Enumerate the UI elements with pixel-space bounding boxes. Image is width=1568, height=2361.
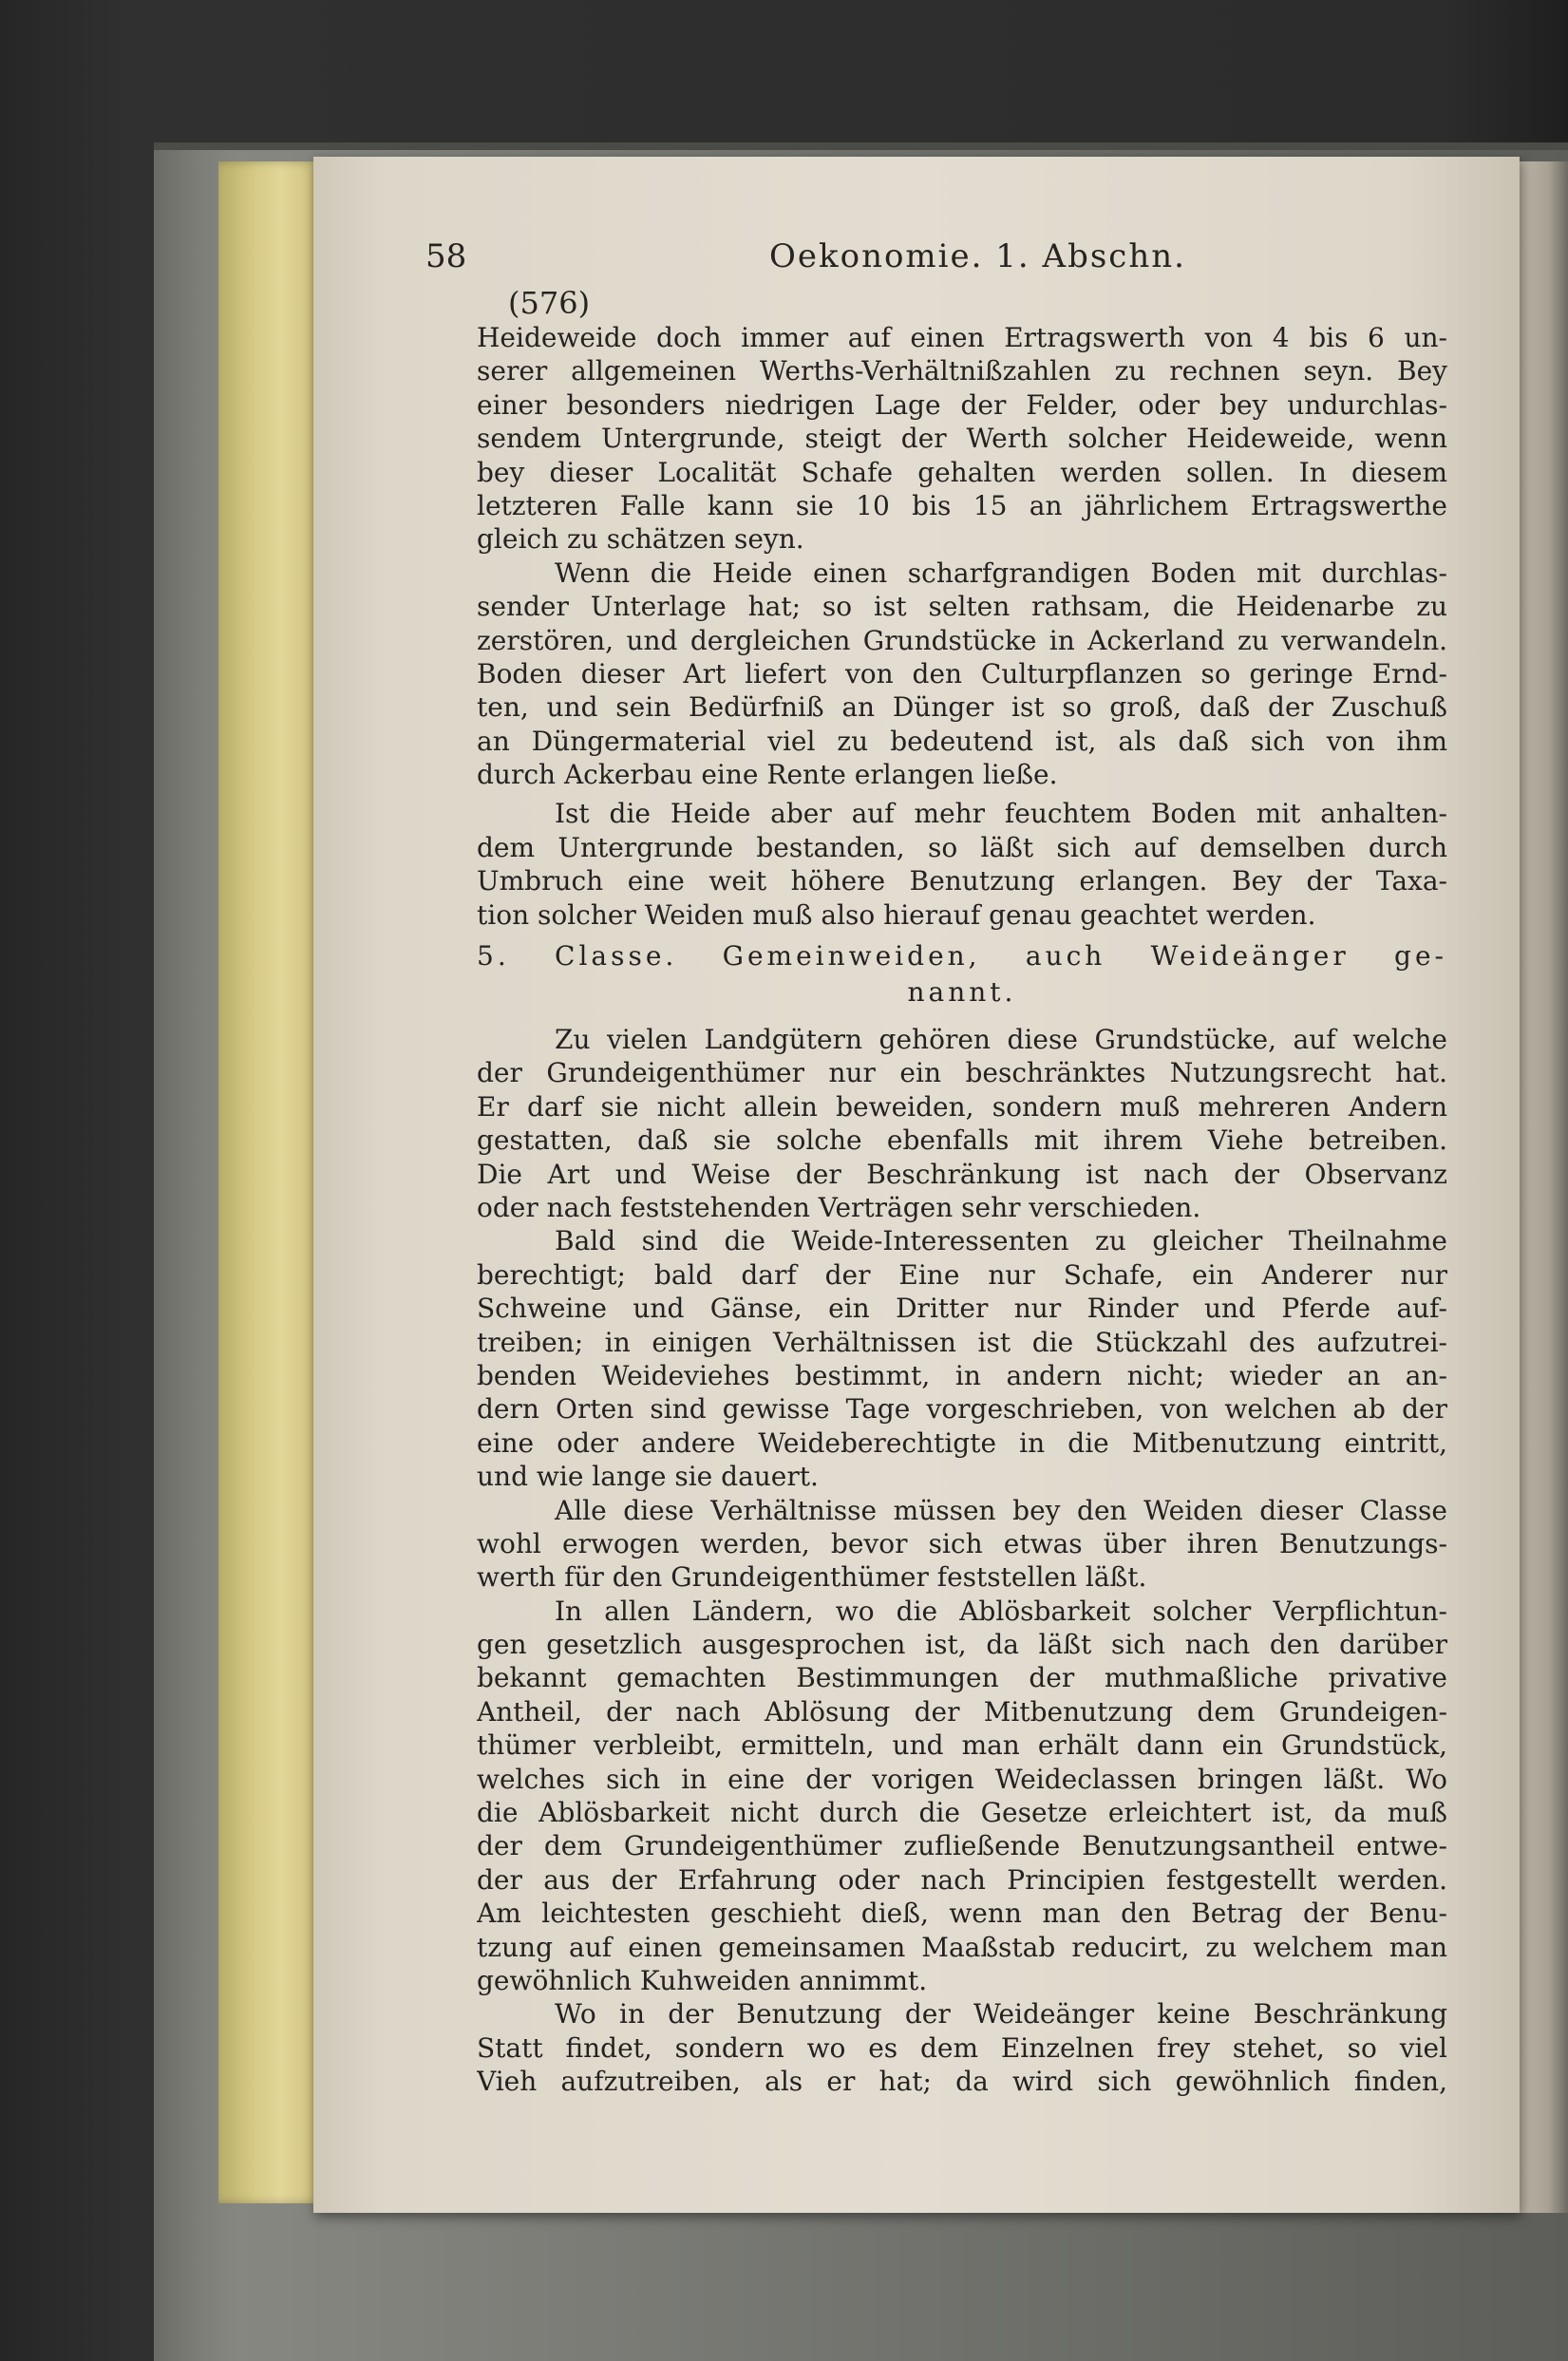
text-line: Die Art und Weise der Beschränkung ist nach der Observanz — [477, 1158, 1447, 1190]
page-number: 58 — [425, 237, 467, 275]
heading-line: 5. Classe. Gemeinweiden, auch Weideänger ge- — [477, 940, 1447, 973]
text-line: dem Untergrunde bestanden, so läßt sich auf demselben durch — [477, 831, 1447, 863]
page-header — [425, 237, 1461, 285]
text-line: tzung auf einen gemeinsamen Maaßstab reducirt, zu welchem man — [477, 1931, 1447, 1963]
text-line: Schweine und Gänse, ein Dritter nur Rinder und Pferde auf- — [477, 1293, 1447, 1325]
text-line: sendem Untergrunde, steigt der Werth solcher Heideweide, wenn — [477, 423, 1447, 455]
class-heading — [477, 939, 1447, 1011]
text-line: zerstören, und dergleichen Grundstücke in Ackerland zu verwandeln. — [477, 624, 1447, 656]
text-line: Statt findet, sondern wo es dem Einzelnen frey stehet, so viel — [477, 2031, 1447, 2064]
text-line: eine oder andere Weideberechtigte in die Mitbenutzung eintritt, — [477, 1426, 1447, 1459]
text-line: Zu vielen Landgütern gehören diese Grundstücke, auf welche — [555, 1024, 1447, 1056]
text-line: Antheil, der nach Ablösung der Mitbenutzung dem Grundeigen- — [477, 1695, 1447, 1728]
text-line: bey dieser Localität Schafe gehalten werden sollen. In diesem — [477, 456, 1447, 488]
text-line: benden Weideviehes bestimmt, in andern nicht; wieder an an- — [477, 1359, 1447, 1391]
text-line: ten, und sein Bedürfniß an Dünger ist so groß, daß der Zuschuß — [477, 691, 1447, 724]
text-line: werth für den Grundeigenthümer feststellen läßt. — [477, 1561, 1147, 1594]
text-line: gewöhnlich Kuhweiden annimmt. — [477, 1964, 928, 1996]
text-line: bekannt gemachten Bestimmungen der muthmaßliche privative — [477, 1662, 1447, 1694]
paragraph — [477, 321, 1447, 557]
body-text — [477, 321, 1447, 2099]
text-line: an Düngermaterial viel zu bedeutend ist, als daß sich von ihm — [477, 725, 1447, 757]
paragraph — [477, 1224, 1447, 1493]
text-line: der dem Grundeigenthümer zufließende Benutzungsantheil entwe- — [477, 1830, 1447, 1862]
text-line: letzteren Falle kann sie 10 bis 15 an jährlichem Ertragswerthe — [477, 489, 1447, 521]
paragraph — [477, 1023, 1447, 1224]
text-line: berechtigt; bald darf der Eine nur Schafe, ein Anderer nur — [477, 1258, 1447, 1291]
text-line: Wo in der Benutzung der Weideänger keine Beschränkung — [555, 1998, 1447, 2030]
text-line: und wie lange sie dauert. — [477, 1461, 819, 1493]
text-line: tion solcher Weiden muß also hierauf genau geachtet werden. — [477, 898, 1316, 931]
text-line: Vieh aufzutreiben, als er hat; da wird sich gewöhnlich finden, — [477, 2066, 1447, 2098]
paragraph — [477, 1997, 1447, 2098]
paragraph — [477, 1494, 1447, 1595]
next-page-edge — [1520, 161, 1568, 2213]
text-line: serer allgemeinen Werths-Verhältnißzahlen zu rechnen seyn. Bey — [477, 355, 1447, 387]
text-line: Umbruch eine weit höhere Benutzung erlangen. Bey der Taxa- — [477, 865, 1447, 897]
text-line: gleich zu schätzen seyn. — [477, 523, 804, 556]
text-line: Boden dieser Art liefert von den Culturpflanzen so geringe Ernd- — [477, 657, 1447, 689]
text-line: Alle diese Verhältnisse müssen bey den Weiden dieser Classe — [555, 1494, 1447, 1526]
heading-line: nannt. — [907, 976, 1017, 1009]
paragraph — [477, 1595, 1447, 1998]
text-line: Er darf sie nicht allein beweiden, sondern muß mehreren Andern — [477, 1090, 1447, 1123]
text-line: durch Ackerbau eine Rente erlangen ließe. — [477, 759, 1058, 791]
text-line: welches sich in eine der vorigen Weideclassen bringen läßt. Wo — [477, 1763, 1447, 1795]
text-line: gen gesetzlich ausgesprochen ist, da läßt sich nach den darüber — [477, 1629, 1447, 1661]
paragraph — [477, 797, 1447, 932]
text-line: der aus der Erfahrung oder nach Principien festgestellt werden. — [477, 1863, 1447, 1896]
text-line: thümer verbleibt, ermitteln, und man erhält dann ein Grundstück, — [477, 1729, 1447, 1762]
text-line: treiben; in einigen Verhältnissen ist die Stückzahl des aufzutrei- — [477, 1326, 1447, 1358]
gilded-page-edge — [218, 161, 323, 2203]
text-line: Bald sind die Weide-Interessenten zu gleicher Theilnahme — [555, 1225, 1447, 1257]
text-line: In allen Ländern, wo die Ablösbarkeit solcher Verpflichtun- — [555, 1595, 1447, 1627]
text-line: sender Unterlage hat; so ist selten rathsam, die Heidenarbe zu — [477, 591, 1447, 623]
running-head: Oekonomie. 1. Abschn. — [769, 237, 1186, 275]
text-line: Am leichtesten geschieht dieß, wenn man den Betrag der Benu- — [477, 1898, 1447, 1930]
text-line: einer besonders niedrigen Lage der Felder, oder bey undurchlas- — [477, 388, 1447, 421]
text-line: dern Orten sind gewisse Tage vorgeschrieben, von welchen ab der — [477, 1393, 1447, 1426]
text-line: Ist die Heide aber auf mehr feuchtem Boden mit anhalten- — [555, 798, 1447, 830]
section-number: (576) — [508, 285, 591, 321]
text-line: oder nach feststehenden Verträgen sehr verschieden. — [477, 1191, 1201, 1223]
text-line: gestatten, daß sie solche ebenfalls mit ihrem Viehe betreiben. — [477, 1124, 1447, 1157]
text-line: wohl erwogen werden, bevor sich etwas über ihren Benutzungs- — [477, 1527, 1447, 1559]
text-line: Heideweide doch immer auf einen Ertragswerth von 4 bis 6 un- — [477, 322, 1447, 353]
text-line: die Ablösbarkeit nicht durch die Gesetze erleichtert ist, da muß — [477, 1797, 1447, 1829]
text-line: der Grundeigenthümer nur ein beschränktes Nutzungsrecht hat. — [477, 1057, 1447, 1089]
text-line: Wenn die Heide einen scharfgrandigen Boden mit durchlas- — [555, 557, 1447, 589]
paragraph — [477, 557, 1447, 792]
